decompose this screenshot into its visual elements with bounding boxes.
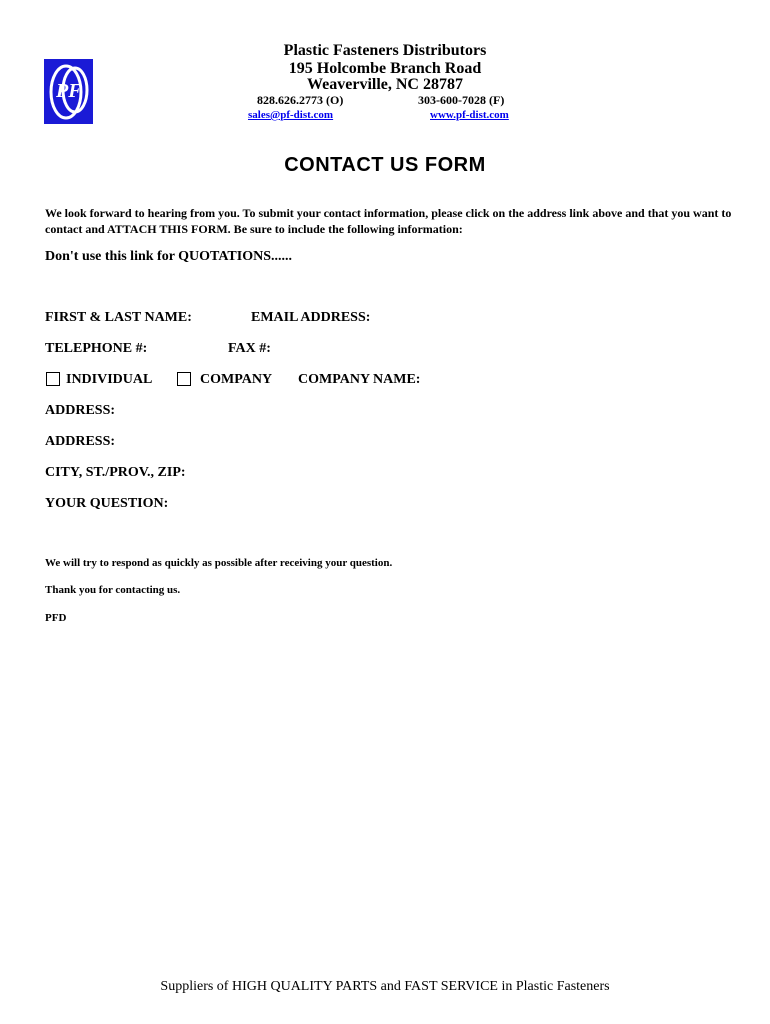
phone-number: 828.626.2773 (O) bbox=[257, 93, 344, 107]
logo-text: PF bbox=[56, 80, 82, 102]
city-label: CITY, ST./PROV., ZIP: bbox=[45, 465, 186, 480]
quotation-notice: Don't use this link for QUOTATIONS...... bbox=[45, 249, 292, 264]
footer-tagline: Suppliers of HIGH QUALITY PARTS and FAST SERVICE in Plastic Fasteners bbox=[160, 979, 610, 994]
company-label: COMPANY bbox=[200, 372, 273, 387]
thanks-text: Thank you for contacting us. bbox=[45, 584, 181, 596]
question-label: YOUR QUESTION: bbox=[45, 496, 169, 511]
website-link[interactable]: www.pf-dist.com bbox=[430, 109, 509, 121]
signoff-text: PFD bbox=[45, 612, 67, 624]
address-line-2: Weaverville, NC 28787 bbox=[307, 76, 463, 93]
name-label: FIRST & LAST NAME: bbox=[45, 310, 192, 325]
email-link[interactable]: sales@pf-dist.com bbox=[248, 109, 334, 121]
address-label-1: ADDRESS: bbox=[45, 403, 116, 418]
individual-label: INDIVIDUAL bbox=[66, 372, 153, 387]
respond-text: We will try to respond as quickly as possible after receiving your question. bbox=[45, 557, 393, 569]
individual-checkbox[interactable] bbox=[46, 372, 60, 386]
telephone-label: TELEPHONE #: bbox=[45, 341, 148, 356]
address-label-2: ADDRESS: bbox=[45, 434, 116, 449]
fax-label: FAX #: bbox=[228, 341, 271, 356]
company-checkbox[interactable] bbox=[177, 372, 191, 386]
intro-text: We look forward to hearing from you. To submit your contact information, please click on the address link above and that you want to contact and ATTACH THIS FORM. Be sure to include the following information: bbox=[45, 206, 732, 236]
fax-number: 303-600-7028 (F) bbox=[418, 93, 505, 107]
email-label: EMAIL ADDRESS: bbox=[251, 310, 371, 325]
company-name: Plastic Fasteners Distributors bbox=[283, 42, 487, 59]
page-title: CONTACT US FORM bbox=[284, 154, 486, 176]
address-line-1: 195 Holcombe Branch Road bbox=[288, 60, 482, 77]
company-name-label: COMPANY NAME: bbox=[298, 372, 421, 387]
